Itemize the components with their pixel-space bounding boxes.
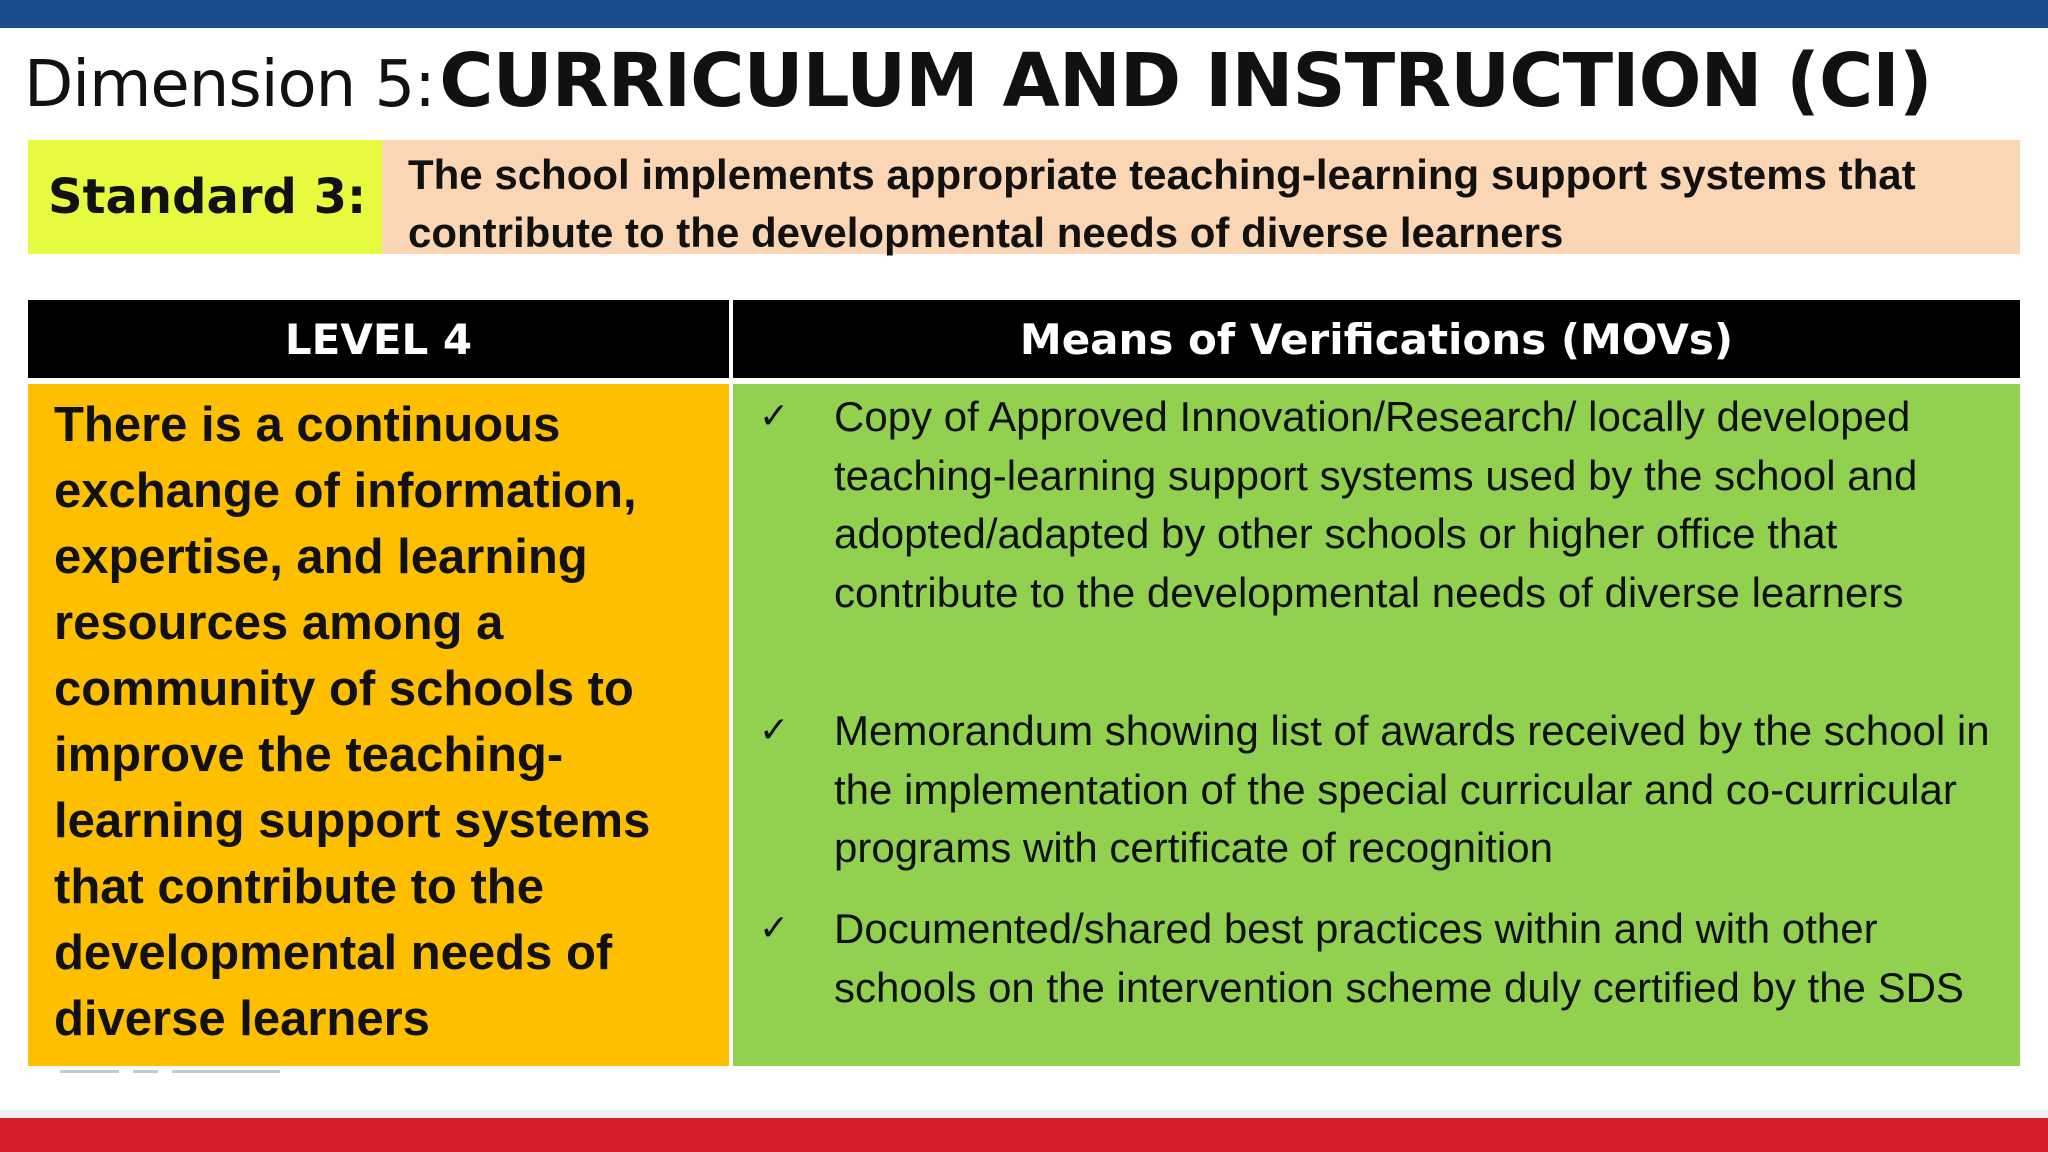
header-movs: Means of Verifications (MOVs)	[733, 300, 2020, 378]
bottom-color-band	[0, 1118, 2048, 1152]
slide-title	[24, 38, 1932, 128]
top-color-bar	[0, 0, 2048, 28]
mov-text: Documented/shared best practices within and with other schools on the intervention scheme duly certified by the SDS	[834, 905, 1964, 1011]
footer-logo-strip	[60, 1068, 280, 1074]
checkmark-icon: ✓	[759, 396, 790, 437]
mov-text: Memorandum showing list of awards received by the school in the implementation of the special curricular and co-curricular programs with certificate of recognition	[834, 707, 1990, 871]
movs-cell	[733, 384, 2020, 1066]
header-level: LEVEL 4	[28, 300, 729, 378]
level-description: There is a continuous exchange of information, expertise, and learning resources among a community of schools to improve the teaching-learning support systems that contribute to the developmental needs of diverse learners	[28, 384, 729, 1066]
standard-banner	[28, 140, 2020, 254]
checkmark-icon: ✓	[759, 908, 790, 949]
level-mov-table	[28, 300, 2020, 1066]
bottom-stripe	[0, 1110, 2048, 1118]
standard-text: The school implements appropriate teaching-learning support systems that contribute to the developmental needs of diverse learners	[382, 140, 2020, 254]
checkmark-icon: ✓	[759, 710, 790, 751]
mov-text: Copy of Approved Innovation/Research/ locally developed teaching-learning support systems used by the school and adopted/adapted by other schools or higher office that contribute to the developmental needs of diverse learners	[834, 393, 1918, 616]
footer-logo-mark	[172, 1070, 280, 1073]
standard-label: Standard 3:	[28, 140, 382, 254]
title-main: CURRICULUM AND INSTRUCTION (CI)	[439, 38, 1932, 124]
footer-logo-mark	[133, 1070, 158, 1073]
footer-logo-mark	[60, 1070, 119, 1073]
title-prefix: Dimension 5:	[24, 48, 435, 122]
